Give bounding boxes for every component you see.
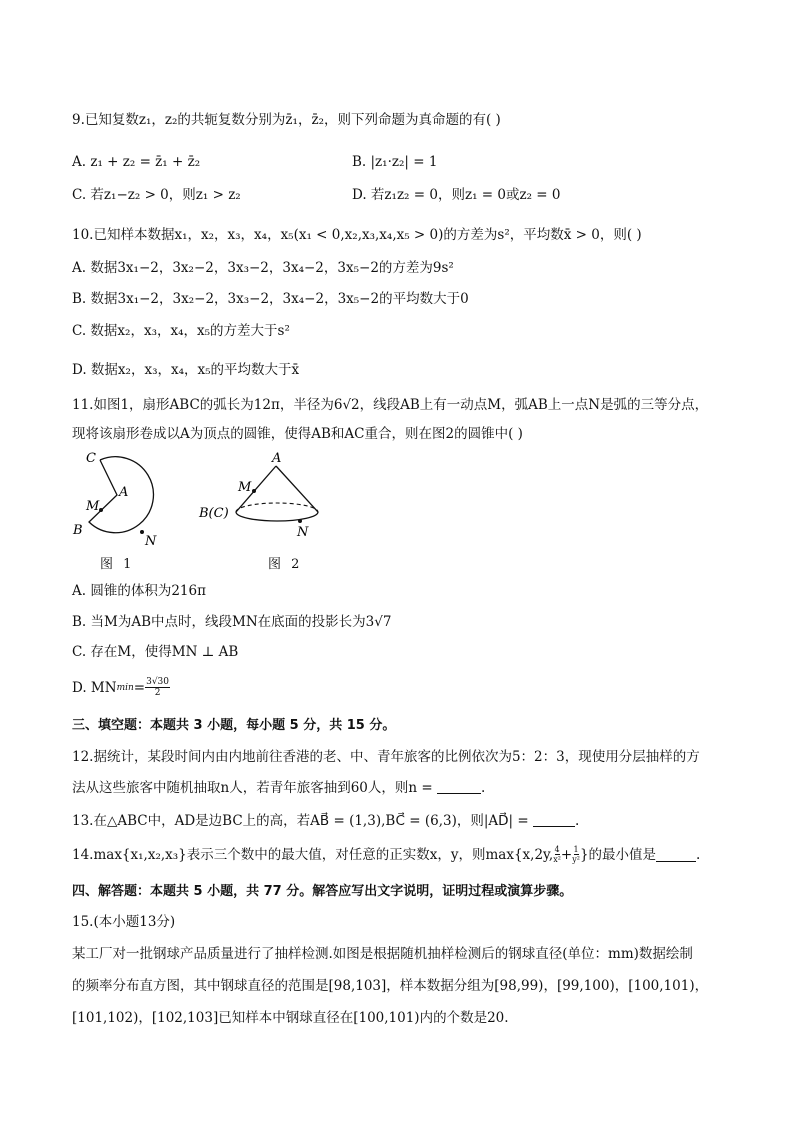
q13: [72, 812, 579, 830]
q9-option-b: B. |z₁·z₂| = 1: [352, 154, 438, 170]
q10-option-b: B. 数据3x₁−2，3x₂−2，3x₃−2，3x₄−2，3x₅−2的平均数大于0: [72, 291, 469, 307]
fraction-denominator: y²: [572, 855, 580, 864]
fraction-numerator: 1: [573, 845, 579, 854]
q11-option-d: [72, 677, 170, 698]
fraction-denominator: 2: [154, 688, 161, 698]
q11-stem-line2: 现将该扇形卷成以A为顶点的圆锥，使得AB和AC重合，则在图2的圆锥中( ): [72, 426, 523, 442]
option-d-prefix: D. MN: [72, 679, 117, 696]
cone-right-edge: [276, 466, 318, 512]
label-m: M: [238, 480, 252, 495]
label-n: N: [145, 534, 157, 549]
point-n: [140, 530, 144, 534]
q12-period: .: [480, 780, 486, 796]
q10-option-d: D. 数据x₂，x₃，x₄，x₅的平均数大于x̄: [72, 362, 300, 378]
base-front-arc: [236, 512, 318, 521]
q9-option-d: D. 若z₁z₂ = 0，则z₁ = 0或z₂ = 0: [352, 187, 561, 203]
q15-paragraph-line2: 的频率分布直方图，其中钢球直径的范围是[98,103]，样本数据分组为[98,99)，[99,100)，[100,101)，: [72, 978, 709, 994]
answer-blank: [656, 848, 696, 862]
q9-option-c: C. 若z₁−z₂ > 0，则z₁ > z₂: [72, 187, 241, 203]
q11-option-b: B. 当M为AB中点时，线段MN在底面的投影长为3√7: [72, 614, 392, 630]
q10-option-a: A. 数据3x₁−2，3x₂−2，3x₃−2，3x₄−2，3x₅−2的方差为9s²: [72, 260, 454, 276]
fraction: [145, 677, 170, 698]
equals-sign: =: [133, 679, 146, 696]
fraction-numerator: 4: [554, 845, 560, 854]
q15-heading: 15.(本小题13分): [72, 914, 176, 930]
label-bc: B(C): [199, 506, 229, 521]
q9-option-a: A. z₁ + z₂ = z̄₁ + z̄₂: [72, 154, 201, 170]
q15-paragraph-line1: 某工厂对一批钢球产品质量进行了抽样检测.如图是根据随机抽样检测后的钢球直径(单位：mm)数据绘制: [72, 946, 693, 962]
q14-text: 14.max{x₁,x₂,x₃}表示三个数中的最大值，对任意的正实数x，y，则max{x,2y,: [72, 846, 554, 863]
q12-text: 法从这些旅客中随机抽取n人，若青年旅客抽到60人，则n =: [72, 780, 437, 796]
label-a: A: [119, 485, 129, 500]
q14-tail: }的最小值是: [579, 846, 657, 863]
fraction-1-over-y2: [572, 845, 580, 864]
q12-line2: [72, 779, 485, 797]
label-b: B: [73, 523, 83, 538]
q15-paragraph-line3: [101,102)，[102,103]已知样本中钢球直径在[100,101)内的个数是20.: [72, 1010, 509, 1026]
point-m: [99, 508, 103, 512]
figure-1-sector: [70, 450, 180, 550]
q9-stem: 9.已知复数z₁，z₂的共轭复数分别为z̄₁，z̄₂，则下列命题为真命题的有( ): [72, 112, 501, 128]
label-a: A: [272, 451, 282, 466]
figure-2-caption: 图 2: [268, 557, 303, 572]
figure-2-cone: [196, 450, 326, 540]
q14: [72, 845, 700, 864]
q13-period: .: [575, 813, 580, 829]
point-n: [298, 519, 302, 523]
plus-sign: +: [560, 846, 573, 863]
fraction-numerator: 3√30: [146, 677, 170, 687]
base-back-arc: [236, 503, 318, 512]
figure-1-caption: 图 1: [100, 557, 135, 572]
q11-stem-line1: 11.如图1，扇形ABC的弧长为12π，半径为6√2，线段AB上有一动点M，弧AB上一点N是弧的三等分点，: [72, 397, 709, 413]
answer-blank: [437, 780, 481, 794]
q13-text: 13.在△ABC中，AD是边BC上的高，若AB⃗ = (1,3),BC⃗ = (6,3)，则|AD⃗| =: [72, 813, 534, 829]
q11-option-a: A. 圆锥的体积为216π: [72, 583, 206, 599]
q10-option-c: C. 数据x₂，x₃，x₄，x₅的方差大于s²: [72, 323, 290, 339]
label-c: C: [86, 451, 96, 466]
point-m: [252, 489, 256, 493]
label-n: N: [297, 525, 309, 540]
subscript-min: min: [116, 682, 134, 693]
section-3-heading: 三、填空题：本题共 3 小题，每小题 5 分，共 15 分。: [72, 718, 396, 733]
q12-line1: 12.据统计，某段时间内由内地前往香港的老、中、青年旅客的比例依次为5：2：3，现使用分层抽样的方: [72, 749, 700, 765]
q11-option-c: C. 存在M，使得MN ⊥ AB: [72, 644, 239, 660]
q10-stem: 10.已知样本数据x₁，x₂，x₃，x₄，x₅(x₁ < 0,x₂,x₃,x₄,x₅ > 0)的方差为s²，平均数x̄ > 0，则( ): [72, 227, 642, 243]
q14-period: .: [696, 846, 701, 863]
answer-blank: [533, 813, 575, 827]
fraction-4-over-x2: [553, 845, 561, 864]
fraction-denominator: x²: [553, 855, 561, 864]
label-m: M: [86, 499, 100, 514]
section-4-heading: 四、解答题：本题共 5 小题，共 77 分。解答应写出文字说明，证明过程或演算步骤。: [72, 884, 573, 899]
